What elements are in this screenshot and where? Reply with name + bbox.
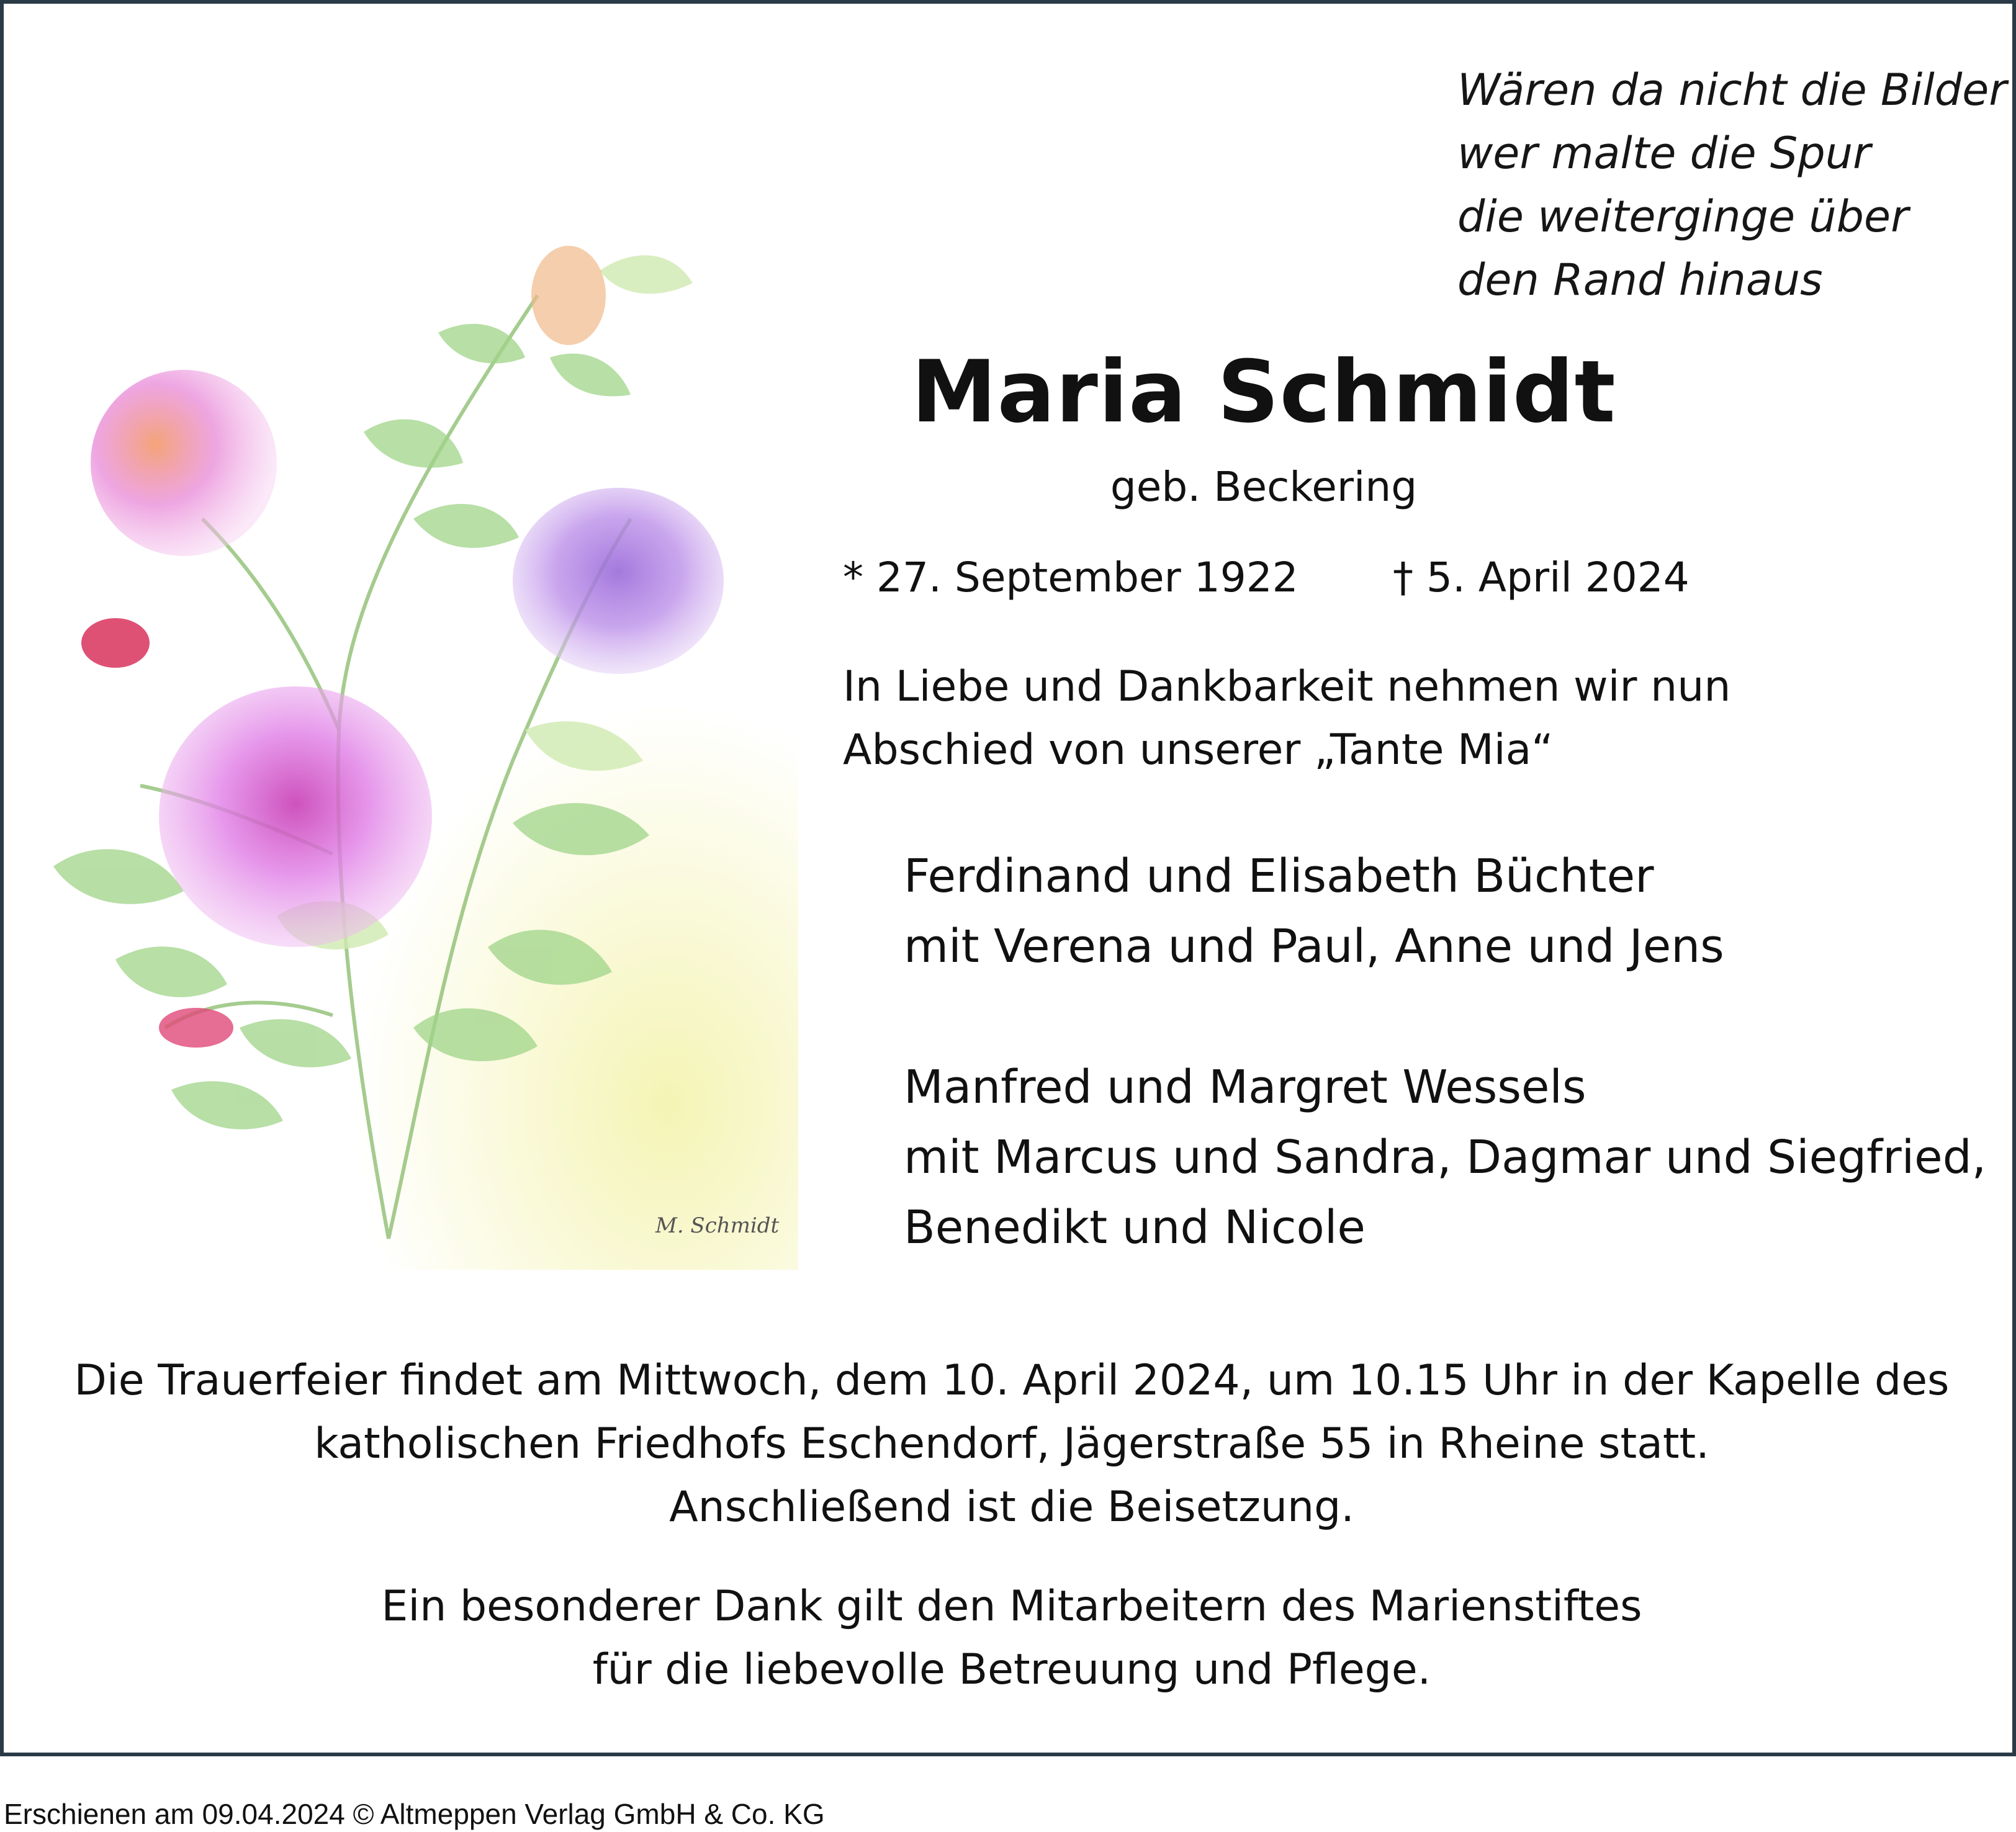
- family-line: mit Marcus und Sandra, Dagmar und Siegfried,: [904, 1131, 1987, 1184]
- thanks-line: für die liebevolle Betreuung und Pflege.: [592, 1645, 1431, 1694]
- thanks-text: [4, 1575, 2016, 1702]
- poem-line: Wären da nicht die Bilder: [1457, 65, 2007, 115]
- artist-signature: M. Schmidt: [655, 1213, 780, 1238]
- death-date: † 5. April 2024: [1393, 554, 1690, 601]
- farewell-line: In Liebe und Dankbarkeit nehmen wir nun: [843, 662, 1731, 711]
- rose-violet: [513, 488, 724, 674]
- rose-bud-left: [81, 618, 150, 668]
- publication-footer: Erschienen am 09.04.2024 © Altmeppen Verlag GmbH & Co. KG: [4, 1798, 825, 1830]
- birth-name: geb. Beckering: [1110, 463, 1418, 511]
- poem-line: wer malte die Spur: [1457, 128, 1871, 179]
- service-line: Anschließend ist die Beisetzung.: [669, 1483, 1354, 1532]
- family-line: Benedikt und Nicole: [904, 1201, 1366, 1254]
- rose-pink: [159, 686, 432, 947]
- poem-line: den Rand hinaus: [1457, 254, 1823, 305]
- service-line: Die Trauerfeier findet am Mittwoch, dem 10. April 2024, um 10.15 Uhr in der Kapelle des: [74, 1356, 1950, 1405]
- family-line: mit Verena und Paul, Anne und Jens: [904, 920, 1724, 973]
- family-line: Manfred und Margret Wessels: [904, 1061, 1586, 1114]
- family-group: [904, 842, 1724, 982]
- rose-bud-top: [531, 246, 606, 345]
- family-line: Ferdinand und Elisabeth Büchter: [904, 850, 1654, 903]
- funeral-service-info: [4, 1349, 2016, 1539]
- deceased-name: Maria Schmidt: [911, 342, 1616, 442]
- service-line: katholischen Friedhofs Eschendorf, Jägerstraße 55 in Rheine statt.: [314, 1419, 1709, 1468]
- farewell-line: Abschied von unserer „Tante Mia“: [843, 725, 1554, 775]
- thanks-line: Ein besonderer Dank gilt den Mitarbeitern des Marienstiftes: [381, 1582, 1642, 1631]
- family-group: [904, 1053, 1986, 1263]
- birth-date: * 27. September 1922: [843, 554, 1298, 601]
- roses-watercolor-illustration: [41, 171, 798, 1270]
- rose-bud-bottom: [159, 1008, 233, 1048]
- poem-line: die weiterginge über: [1457, 191, 1909, 242]
- farewell-text: [843, 655, 1730, 782]
- poem: [1457, 58, 2007, 312]
- rose-orange: [91, 370, 277, 556]
